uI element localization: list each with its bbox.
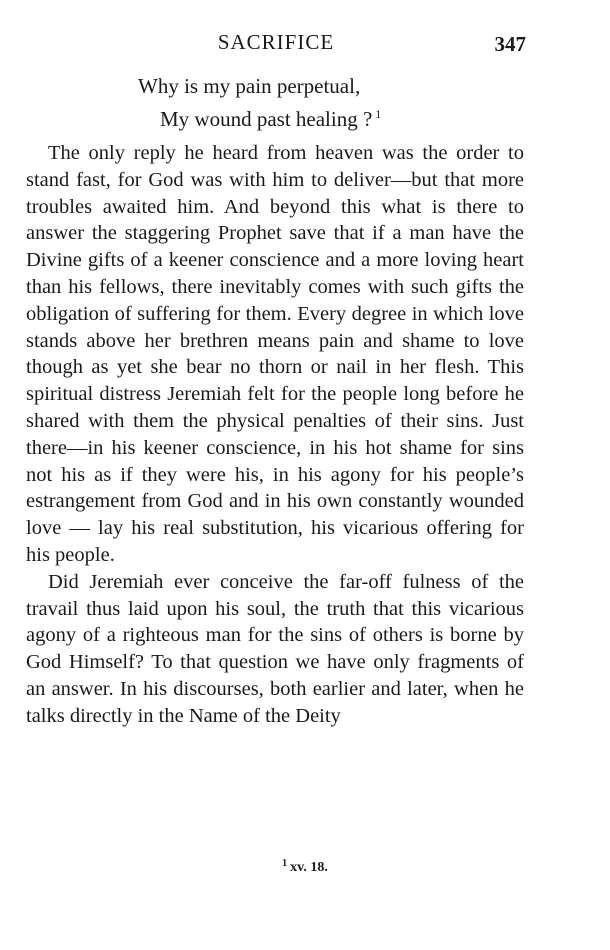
running-head (26, 30, 526, 60)
paragraph-1: The only reply he heard from heaven was the order to stand fast, for God was with him to deliver—but that more troubles awaited him. And beyond this what is there to answer the staggering Prophet save that if a man have the Divine gifts of a keener conscience and a more loving heart than his fellows, there inevitably comes with such gifts the obligation of suffering for them. Every degree in which love stands above her brethren means pain and shame to love though as yet she bear no thorn or nail in her flesh. This spiritual distress Jeremiah felt for the people long before he shared with them the physical penalties of their sins. Just there—in his keener conscience, in his hot shame for sins not his as if they were his, in his agony for his people’s estrangement from God and in his own constantly wounded love — lay his real substitution, his vicarious offering for his people. (26, 142, 524, 566)
running-title: SACRIFICE (217, 30, 335, 54)
paragraph-2: Did Jeremiah ever conceive the far-off fulness of the travail thus laid upon his soul, the truth that this vicarious agony of a righteous man for the sins of others is borne by God Himself? To that question we have only fragments of an answer. In his discourses, both earlier and later, when he talks directly in the Name of the Deity (26, 570, 524, 727)
body-text (26, 140, 524, 730)
verse-line-2 (160, 100, 381, 133)
footnote-text: xv. 18. (290, 860, 328, 875)
footnote (0, 858, 610, 876)
page-number: 347 (494, 32, 526, 56)
verse-line-2-text: My wound past healing ? (160, 107, 373, 131)
verse-line-1: Why is my pain perpetual, (138, 74, 361, 98)
footnote-marker: 1 (282, 858, 288, 869)
footnote-reference: 1 (375, 107, 382, 121)
